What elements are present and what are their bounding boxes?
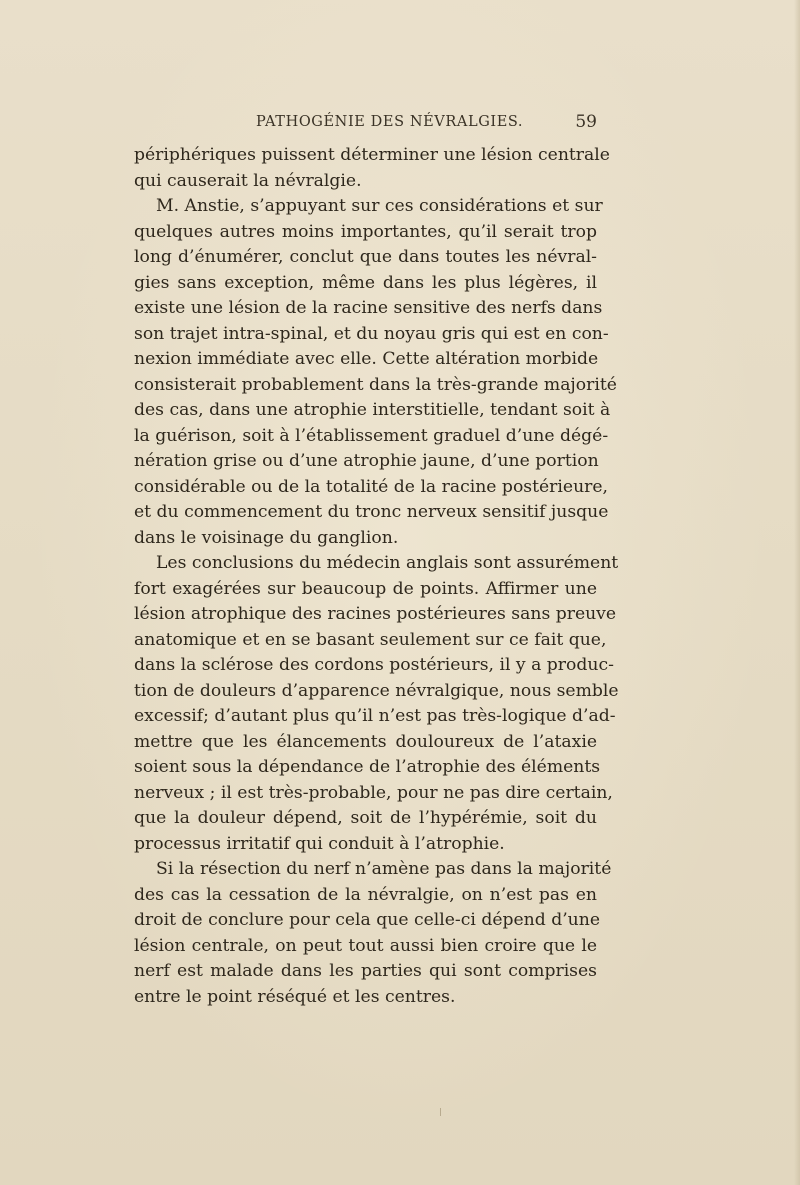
text-line: dans le voisinage du ganglion. (134, 527, 399, 548)
page-edge-shadow (794, 0, 800, 1185)
text-line: quelques autres moins importantes, qu’il serait trop (134, 221, 597, 242)
text-line: existe une lésion de la racine sensitive des nerfs dans (134, 298, 603, 318)
text-line: nerveux ; il est très-probable, pour ne pas dire certain, (134, 782, 613, 803)
text-line: excessif; d’autant plus qu’il n’est pas très-logique d’ad- (134, 706, 616, 726)
text-line: nerf est malade dans les parties qui sont comprises (134, 961, 597, 981)
text-line: son trajet intra-spinal, et du noyau gris qui est en con- (134, 323, 609, 344)
text-line: long d’énumérer, conclut que dans toutes les névral- (134, 247, 597, 267)
text-line: tion de douleurs d’apparence névralgique, nous semble (134, 680, 619, 701)
text-line: que la douleur dépend, soit de l’hypérémie, soit du (134, 808, 597, 828)
paper-speck (440, 1108, 441, 1116)
text-line: mettre que les élancements douloureux de l’ataxie (134, 731, 597, 752)
text-line: gies sans exception, même dans les plus légères, il (134, 272, 597, 293)
text-line: des cas, dans une atrophie interstitielle, tendant soit à (134, 400, 611, 420)
text-line: entre le point réséqué et les centres. (134, 986, 456, 1007)
text-line: lésion atrophique des racines postérieures sans preuve (134, 604, 617, 624)
text-line: processus irritatif qui conduit à l’atrophie. (134, 833, 505, 854)
text-line: considérable ou de la totalité de la racine postérieure, (134, 476, 608, 497)
body-text (134, 143, 619, 1010)
text-line: nexion immédiate avec elle. Cette altération morbide (134, 349, 599, 369)
text-line: des cas la cessation de la névralgie, on n’est pas en (134, 884, 597, 905)
text-line: droit de conclure pour cela que celle-ci dépend d’une (134, 910, 600, 930)
text-line: qui causerait la névralgie. (134, 170, 362, 191)
paragraph-start-line: Les conclusions du médecin anglais sont assurément (156, 553, 619, 573)
page-number: 59 (575, 112, 597, 132)
paragraph-start-line: Si la résection du nerf n’amène pas dans la majorité (156, 859, 612, 879)
paragraph-start-line: M. Anstie, s’appuyant sur ces considérations et sur (156, 196, 603, 216)
text-line: consisterait probablement dans la très-grande majorité (134, 374, 617, 395)
text-line: la guérison, soit à l’établissement graduel d’une dégé- (134, 425, 609, 446)
text-line: et du commencement du tronc nerveux sensitif jusque (134, 502, 609, 522)
text-line: lésion centrale, on peut tout aussi bien croire que le (134, 935, 597, 956)
text-line: périphériques puissent déterminer une lésion centrale (134, 145, 610, 165)
text-line: soient sous la dépendance de l’atrophie des éléments (134, 757, 601, 777)
running-title: PATHOGÉNIE DES NÉVRALGIES. (256, 114, 524, 130)
text-line: nération grise ou d’une atrophie jaune, d’une portion (134, 451, 599, 471)
text-line: fort exagérées sur beaucoup de points. Affirmer une (134, 578, 597, 599)
text-line: dans la sclérose des cordons postérieurs, il y a produc- (134, 655, 614, 675)
page-header (134, 112, 597, 136)
text-line: anatomique et en se basant seulement sur ce fait que, (134, 629, 607, 650)
